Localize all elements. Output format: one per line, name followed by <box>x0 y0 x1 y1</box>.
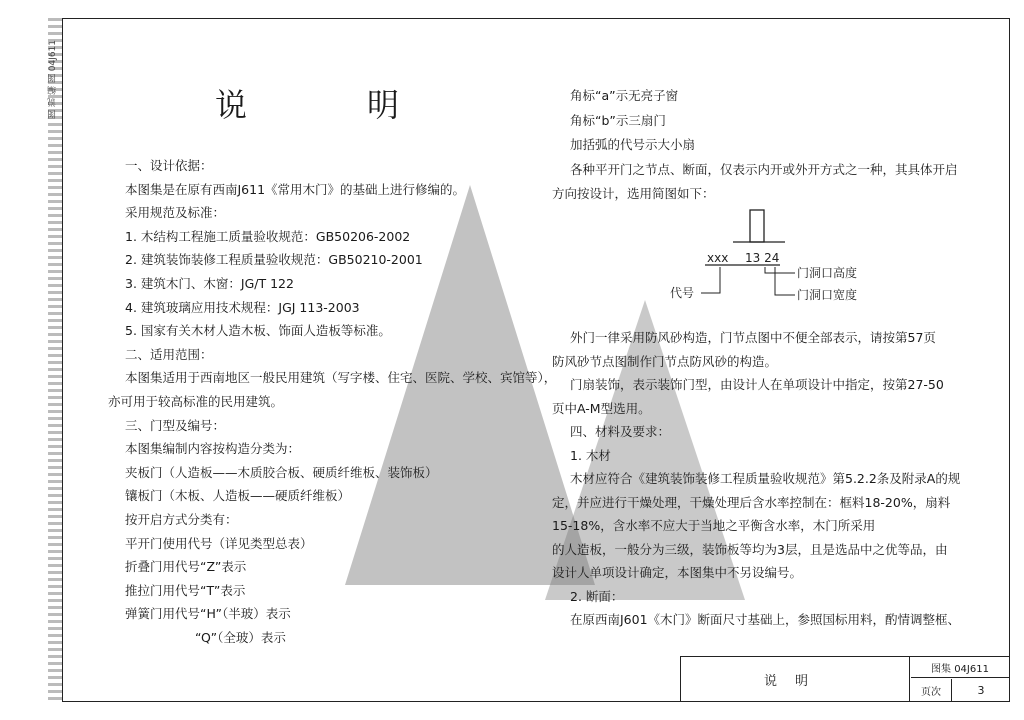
right-text-line: 1. 木材 <box>570 447 611 463</box>
right-text-line: 外门一律采用防风砂构造，门节点图中不便全部表示，请按第57页 <box>570 330 936 345</box>
binding-strip-text: 图 说 编 图 04J611 <box>48 40 58 119</box>
binding-strip <box>48 18 62 700</box>
right-text-line: 角标“b”示三扇门 <box>570 112 666 128</box>
left-text-line: 折叠门用代号“Z”表示 <box>125 559 247 575</box>
right-text-line: 门扇装饰，表示装饰门型，由设计人在单项设计中指定，按第27-50 <box>570 377 944 392</box>
right-text-line: 防风砂节点图制作门节点防风砂的构造。 <box>552 353 778 369</box>
diagram-door-box <box>750 210 764 242</box>
diagram-dims: 13 24 <box>745 251 780 265</box>
right-text-line: 设计人单项设计确定，本图集中不另设编号。 <box>552 565 803 580</box>
right-text-line: 加括弧的代号示大小扇 <box>570 137 696 152</box>
left-text-line: 采用规范及标准： <box>125 205 226 221</box>
right-text-line: 在原西南J601《木门》断面尺寸基础上，参照国标用料，酌情调整框、 <box>570 612 961 627</box>
right-text-line: 四、材料及要求： <box>570 424 671 439</box>
right-text-line: 方向按设计，选用简图如下： <box>552 186 715 201</box>
title-block-page-no: 3 <box>977 683 985 697</box>
title-block-atlas-no: 图集 04J611 <box>911 657 1009 678</box>
right-text-line: 的人造板，一般分为三级，装饰板等均为3层，且是选品中之优等品，由 <box>552 541 948 557</box>
left-text-line: 弹簧门用代号“H”（半玻）表示 <box>125 606 291 622</box>
right-text-line: 各种平开门之节点、断面，仅表示内开或外开方式之一种，其具体开启 <box>570 161 958 177</box>
left-text-line: 亦可用于较高标准的民用建筑。 <box>108 394 284 409</box>
left-text-line: 本图集是在原有西南J611《常用木门》的基础上进行修编的。 <box>125 181 466 197</box>
door-code-diagram <box>665 205 885 315</box>
diagram-leader-code <box>701 267 720 293</box>
title-block <box>680 656 1009 701</box>
left-text-line: 夹板门（人造板——木质胶合板、硬质纤维板、装饰板） <box>125 464 438 480</box>
left-text-line: 推拉门用代号“T”表示 <box>125 582 246 598</box>
right-text-line: 角标“a”示无亮子窗 <box>570 88 679 103</box>
right-text-line: 2. 断面： <box>570 588 624 604</box>
left-text-line: 镶板门（木板、人造板——硬质纤维板） <box>125 488 351 504</box>
diagram-code-label: 代号 <box>670 286 695 300</box>
left-text-line: “Q”（全玻）表示 <box>195 630 286 645</box>
left-text-line: 二、适用范围： <box>125 346 213 362</box>
left-text-line: 3. 建筑木门、木窗：JG/T 122 <box>125 276 294 291</box>
diagram-width-label: 门洞口宽度 <box>797 288 858 302</box>
left-text-line: 1. 木结构工程施工质量验收规范：GB50206-2002 <box>125 228 411 244</box>
diagram-height-label: 门洞口高度 <box>797 266 858 280</box>
left-text-line: 4. 建筑玻璃应用技术规程：JGJ 113-2003 <box>125 299 360 315</box>
title-block-page-label: 页次 <box>911 679 952 701</box>
left-text-line: 本图集编制内容按构造分类为： <box>125 441 301 457</box>
left-text-line: 2. 建筑装饰装修工程质量验收规范：GB50210-2001 <box>125 252 423 268</box>
right-text-line: 木材应符合《建筑装饰装修工程质量验收规范》第5.2.2条及附录A的规 <box>570 471 961 486</box>
left-text-line: 5. 国家有关木材人造木板、饰面人造板等标准。 <box>125 323 391 339</box>
left-text-line: 按开启方式分类有： <box>125 512 238 527</box>
diagram-xxx: xxx <box>707 251 729 265</box>
right-text-line: 页中A-M型选用。 <box>552 400 651 416</box>
diagram-leader-height <box>765 267 795 273</box>
right-text-line: 15-18%，含水率不应大于当地之平衡含水率，木门所采用 <box>552 518 876 533</box>
left-text-line: 三、门型及编号： <box>125 417 226 433</box>
right-text-line: 定，并应进行干燥处理，干燥处理后含水率控制在：框料18-20%，扇料 <box>552 494 951 510</box>
diagram-leader-width <box>775 267 795 295</box>
left-text-line: 平开门使用代号（详见类型总表） <box>125 535 313 551</box>
left-text-line: 一、设计依据： <box>125 158 213 173</box>
title-block-name: 说明 <box>681 657 910 701</box>
page-title: 说明 <box>215 86 520 124</box>
left-text-line: 本图集适用于西南地区一般民用建筑（写字楼、住宅、医院、学校、宾馆等）， <box>125 370 557 386</box>
